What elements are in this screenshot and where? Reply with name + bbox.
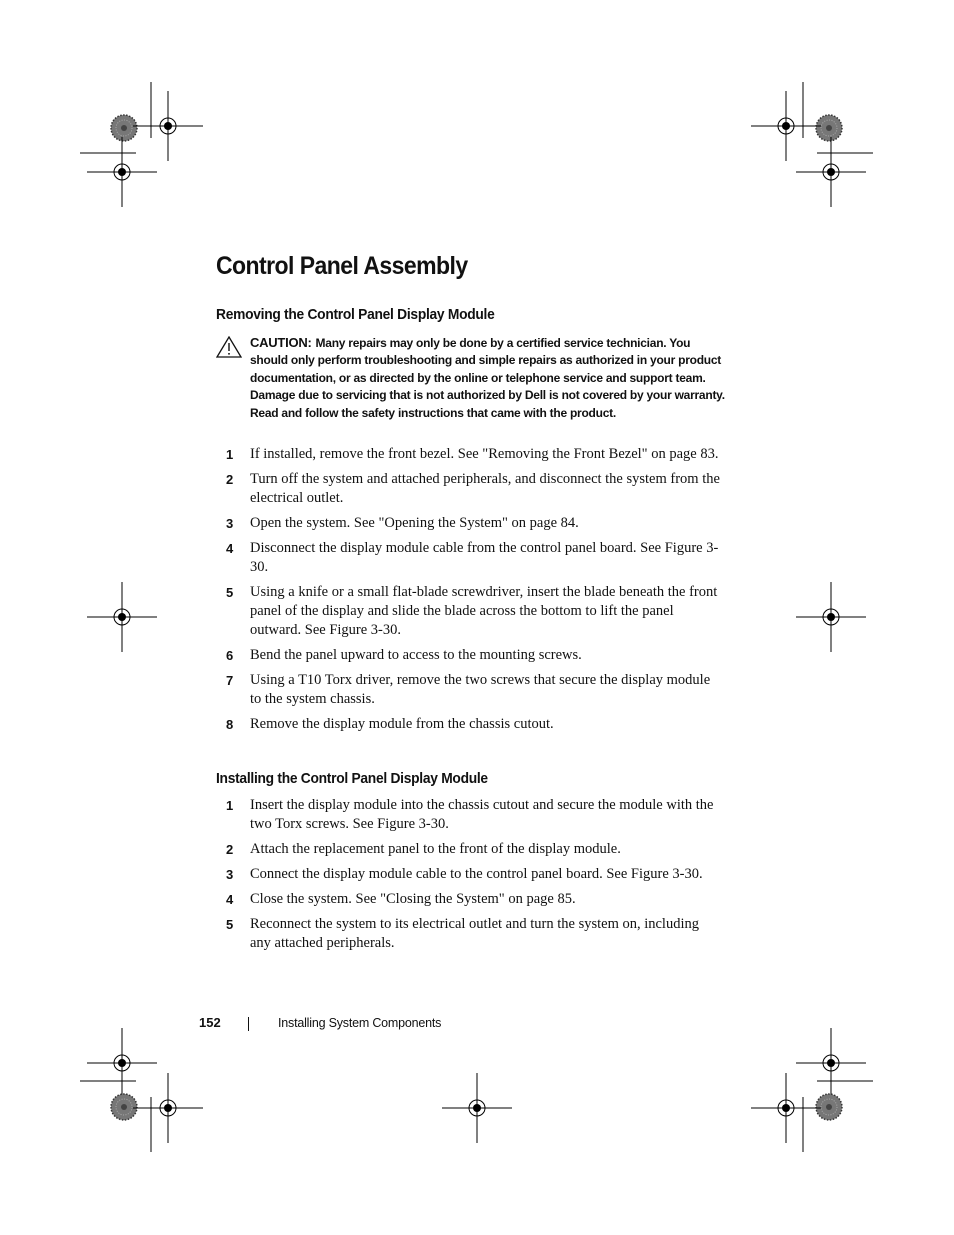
step-text: If installed, remove the front bezel. See "Removing the Front Bezel" on page 83. — [250, 446, 719, 462]
caution-body: Many repairs may only be done by a certified service technician. You should only perform troubleshooting and simple repairs as authorized in your product documentation, or as directed by the online or telephone service and support team. Damage due to servicing that is not authorized by Dell is not covered by your warranty. Read and follow the safety instructions that came with the product. — [250, 336, 725, 420]
list-item — [226, 715, 726, 734]
step-text: Using a T10 Torx driver, remove the two screws that secure the display module to the system chassis. — [250, 672, 711, 707]
step-number: 3 — [226, 867, 234, 882]
list-item — [226, 514, 726, 533]
installing-steps — [226, 796, 726, 959]
removing-heading: Removing the Control Panel Display Module — [216, 306, 495, 323]
list-item — [226, 583, 726, 640]
list-item — [226, 915, 726, 953]
step-number: 5 — [226, 917, 234, 932]
page-title: Control Panel Assembly — [216, 252, 468, 280]
removing-steps — [226, 445, 726, 740]
step-text: Insert the display module into the chassis cutout and secure the module with the two Torx screws. See Figure 3-30. — [250, 797, 714, 832]
step-text: Using a knife or a small flat-blade screwdriver, insert the blade beneath the front panel of the display and slide the blade across the bottom to lift the panel outward. See Figure 3-30. — [250, 584, 718, 638]
step-text: Remove the display module from the chassis cutout. — [250, 716, 554, 732]
step-text: Attach the replacement panel to the front of the display module. — [250, 841, 621, 857]
step-number: 7 — [226, 673, 234, 688]
list-item — [226, 539, 726, 577]
step-number: 2 — [226, 842, 234, 857]
step-text: Reconnect the system to its electrical outlet and turn the system on, including any attached peripherals. — [250, 916, 699, 951]
list-item — [226, 840, 726, 859]
list-item — [226, 865, 726, 884]
step-number: 2 — [226, 472, 234, 487]
caution-triangle-icon — [216, 336, 242, 358]
step-text: Bend the panel upward to access to the mounting screws. — [250, 647, 582, 663]
footer-divider — [248, 1017, 249, 1031]
list-item — [226, 646, 726, 665]
step-number: 1 — [226, 798, 234, 813]
page-number: 152 — [199, 1015, 221, 1030]
caution-text — [250, 334, 730, 422]
list-item — [226, 671, 726, 709]
step-text: Disconnect the display module cable from the control panel board. See Figure 3-30. — [250, 540, 719, 575]
step-text: Turn off the system and attached peripherals, and disconnect the system from the electrical outlet. — [250, 471, 720, 506]
step-number: 5 — [226, 585, 234, 600]
footer-chapter-title: Installing System Components — [278, 1016, 442, 1030]
list-item — [226, 445, 726, 464]
list-item — [226, 796, 726, 834]
list-item — [226, 890, 726, 909]
step-number: 4 — [226, 541, 234, 556]
step-text: Open the system. See "Opening the System" on page 84. — [250, 515, 579, 531]
step-number: 4 — [226, 892, 234, 907]
step-number: 6 — [226, 648, 234, 663]
caution-label: CAUTION: — [250, 335, 312, 350]
step-number: 8 — [226, 717, 234, 732]
list-item — [226, 470, 726, 508]
step-text: Connect the display module cable to the control panel board. See Figure 3-30. — [250, 866, 703, 882]
step-text: Close the system. See "Closing the System" on page 85. — [250, 891, 576, 907]
step-number: 3 — [226, 516, 234, 531]
installing-heading: Installing the Control Panel Display Module — [216, 770, 488, 787]
step-number: 1 — [226, 447, 234, 462]
